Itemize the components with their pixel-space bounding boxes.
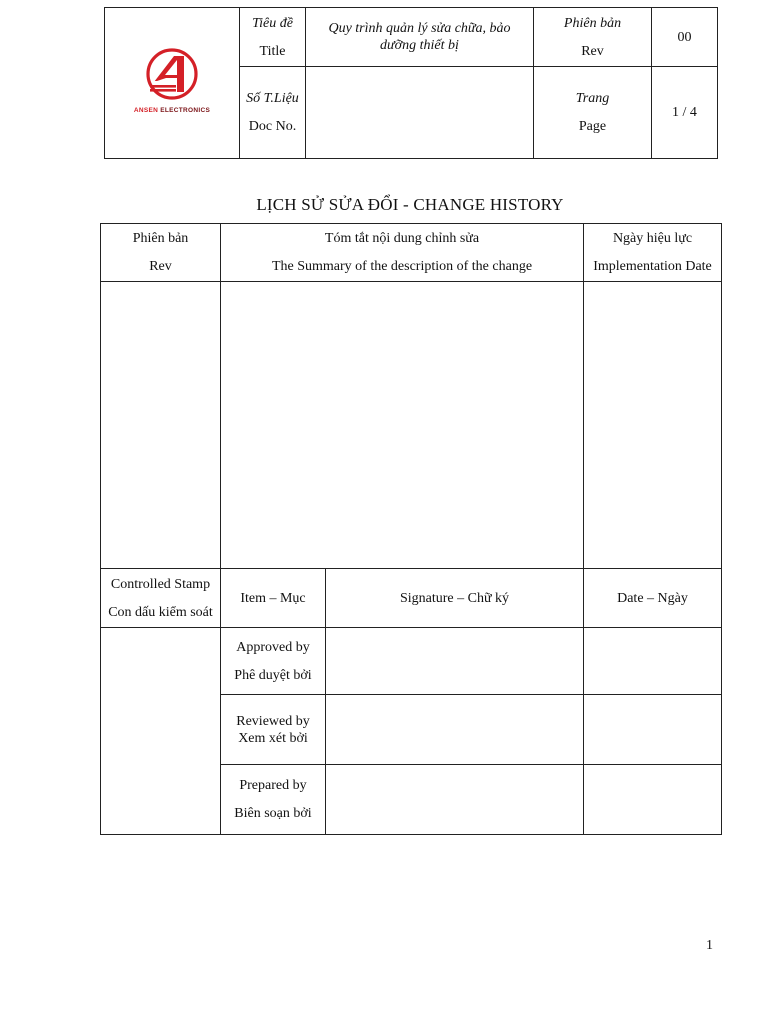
ansen-logo-icon [144, 48, 200, 100]
history-rev-cell [101, 282, 221, 569]
prepared-by-en: Prepared by [239, 778, 307, 793]
approved-by-vi: Phê duyệt bởi [234, 667, 312, 683]
col-summary-vi: Tóm tắt nội dung chỉnh sửa [324, 231, 480, 246]
page-number: 1 [706, 938, 713, 953]
stamp-cell [101, 628, 221, 835]
col-rev-header [101, 224, 221, 282]
reviewed-signature-cell [326, 695, 584, 765]
reviewed-by-label [221, 695, 326, 765]
col-rev-vi: Phiên bản [132, 231, 189, 246]
doc-label-cell [240, 67, 306, 159]
stamp-header-en: Controlled Stamp [110, 576, 211, 592]
item-header: Item – Mục [221, 569, 326, 628]
col-summary-header [221, 224, 584, 282]
page-label-cell [534, 67, 652, 159]
col-date-header [584, 224, 722, 282]
document-header [104, 7, 718, 159]
change-history-heading: LỊCH SỬ SỬA ĐỔI - CHANGE HISTORY [256, 195, 564, 214]
col-date-vi: Ngày hiệu lực [612, 231, 693, 246]
col-rev-en: Rev [149, 259, 172, 274]
rev-label-en: Rev [581, 43, 604, 59]
prepared-by-label [221, 765, 326, 835]
history-summary-cell [221, 282, 584, 569]
approved-date-cell [584, 628, 722, 695]
rev-label-cell [534, 8, 652, 67]
prepared-signature-cell [326, 765, 584, 835]
page-label-vi: Trang [575, 91, 610, 106]
signature-table [100, 568, 722, 835]
company-logo [105, 48, 239, 119]
logo-brand-left: ANSEN [133, 106, 159, 114]
approved-signature-cell [326, 628, 584, 695]
doc-label-vi: Số T.Liệu [246, 91, 299, 106]
col-summary-en: The Summary of the description of the change [271, 259, 533, 274]
stamp-header [101, 569, 221, 628]
title-label-cell [240, 8, 306, 67]
rev-value: 00 [652, 8, 718, 67]
date-header: Date – Ngày [584, 569, 722, 628]
approved-by-en: Approved by [236, 639, 310, 655]
rev-label-vi: Phiên bản [563, 15, 622, 31]
reviewed-by-vi: Xem xét bởi [238, 730, 308, 746]
doc-label-en: Doc No. [248, 119, 297, 134]
history-date-cell [584, 282, 722, 569]
prepared-by-vi: Biên soạn bởi [234, 806, 312, 821]
page-label-en: Page [578, 119, 607, 134]
signature-header: Signature – Chữ ký [326, 569, 584, 628]
col-date-en: Implementation Date [593, 259, 712, 274]
reviewed-by-en: Reviewed by [236, 713, 310, 729]
doc-number-value [306, 67, 534, 159]
change-history-table [100, 223, 722, 569]
reviewed-date-cell [584, 695, 722, 765]
logo-cell [105, 8, 240, 159]
prepared-date-cell [584, 765, 722, 835]
logo-brand-right: ELECTRONICS [160, 106, 211, 114]
title-label-en: Title [259, 43, 286, 59]
page-value: 1 / 4 [652, 67, 718, 159]
stamp-header-vi: Con dấu kiểm soát [108, 604, 213, 620]
title-label-vi: Tiêu đề [252, 15, 293, 31]
document-title: Quy trình quản lý sửa chữa, bảo dưỡng thiết bị [306, 8, 534, 67]
approved-by-label [221, 628, 326, 695]
